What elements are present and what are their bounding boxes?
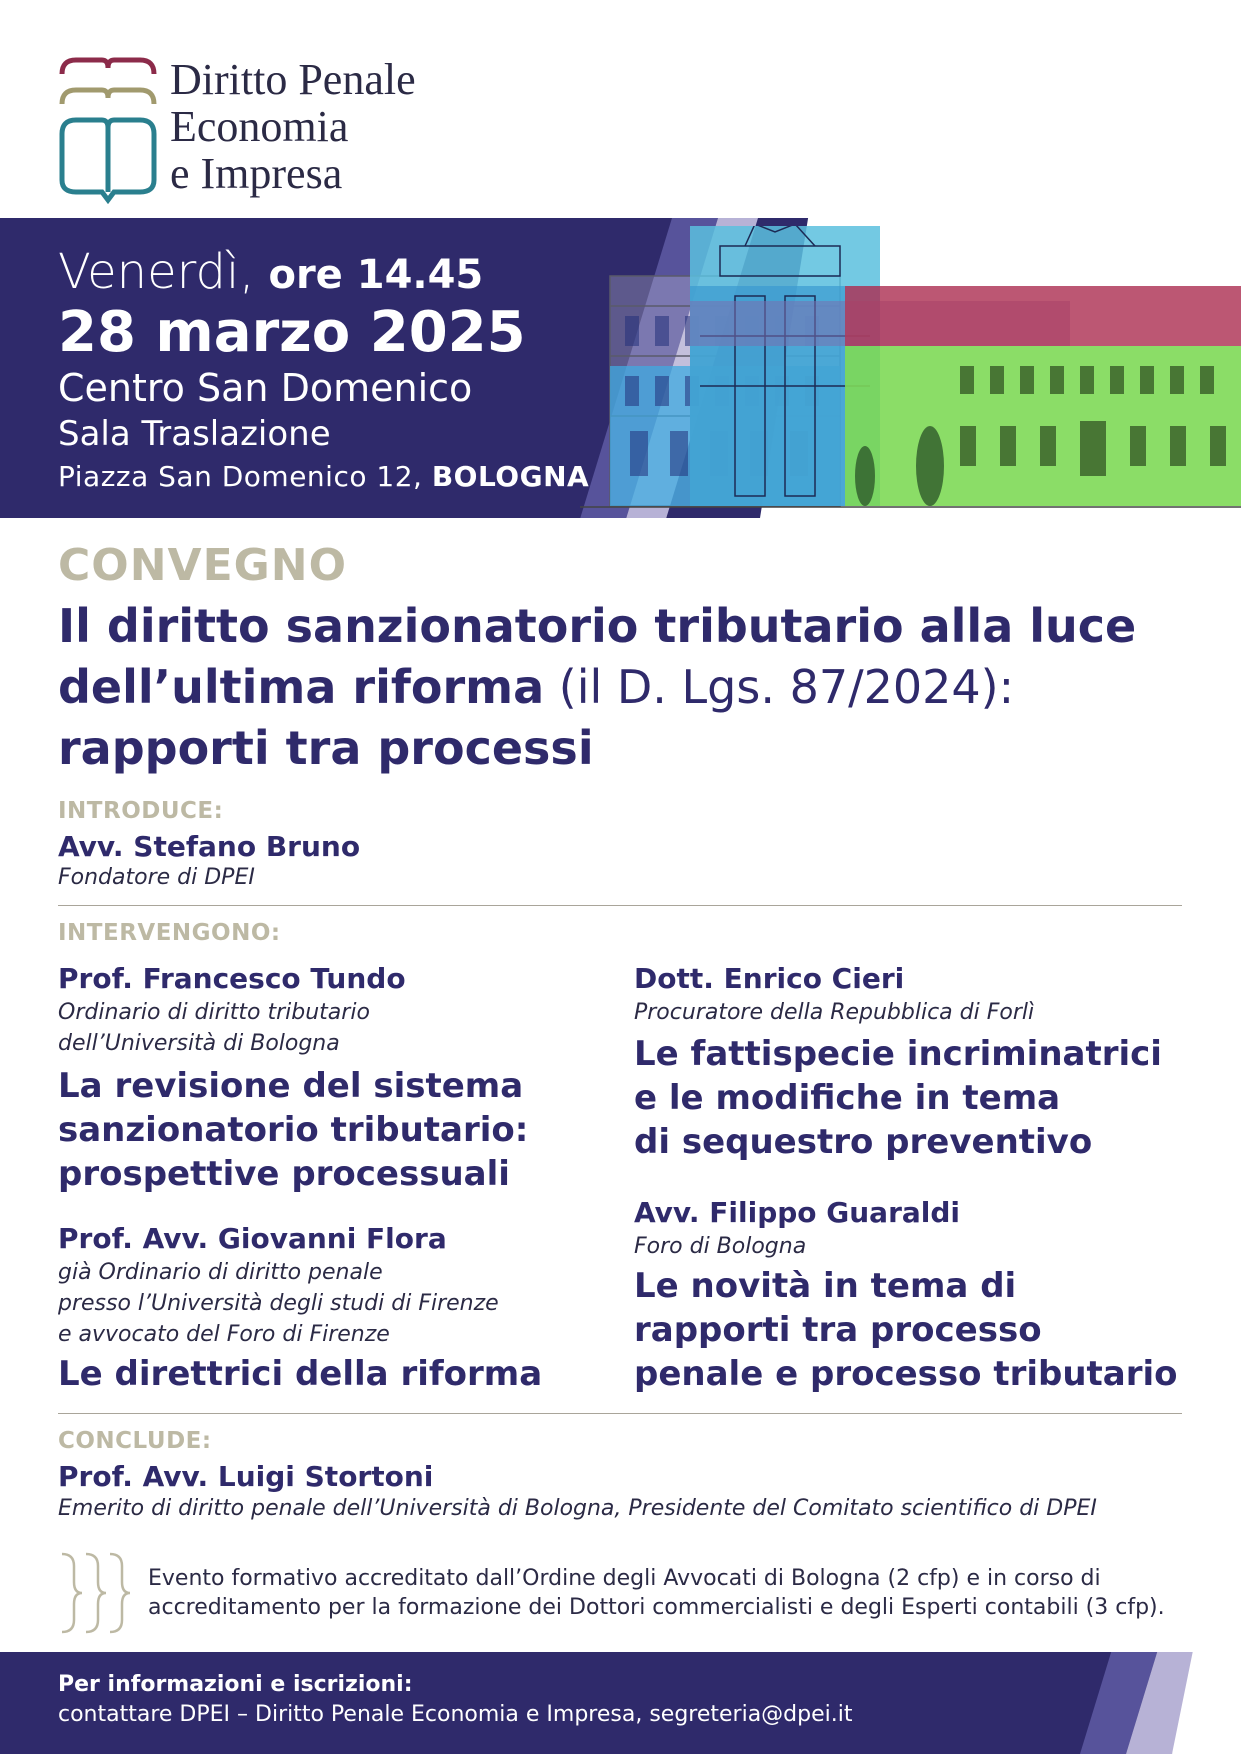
logo-line-1: Diritto Penale bbox=[170, 55, 416, 104]
conclude-name: Prof. Avv. Luigi Stortoni bbox=[58, 1460, 434, 1493]
event-venue: Centro San Domenico bbox=[58, 366, 473, 410]
speaker-3-talk-line: Le fattispecie incriminatrici bbox=[634, 1034, 1162, 1074]
event-day-time bbox=[58, 244, 483, 300]
speaker-3-name: Dott. Enrico Cieri bbox=[634, 962, 905, 995]
speaker-2-talk bbox=[58, 1352, 542, 1396]
accreditation-note: Evento formativo accreditato dall’Ordine degli Avvocati di Bologna (2 cfp) e in corso di accreditamento per la formazione dei Dottori commercialisti e degli Esperti contabili (3 cfp). bbox=[148, 1566, 1165, 1620]
divider-2 bbox=[58, 1413, 1182, 1414]
speaker-3-talk bbox=[634, 1032, 1162, 1164]
speaker-1-role-line: Ordinario di diritto tributario bbox=[58, 1000, 370, 1025]
speaker-2-name: Prof. Avv. Giovanni Flora bbox=[58, 1222, 447, 1255]
intervengono-label: INTERVENGONO: bbox=[58, 920, 281, 946]
logo-wordmark bbox=[170, 56, 416, 197]
speaker-2-talk-line: Le direttrici della riforma bbox=[58, 1354, 543, 1394]
speaker-3-talk-line: e le modifiche in tema bbox=[634, 1078, 1061, 1118]
introduce-label: INTRODUCE: bbox=[58, 798, 224, 824]
logo-line-2: Economia bbox=[170, 102, 349, 151]
event-room: Sala Traslazione bbox=[58, 414, 331, 454]
speaker-3-talk-line: di sequestro preventivo bbox=[634, 1122, 1093, 1162]
footer-heading: Per informazioni e iscrizioni: bbox=[58, 1672, 413, 1697]
event-day: Venerdì, bbox=[58, 244, 255, 300]
triple-brace-icon bbox=[58, 1552, 138, 1634]
speaker-4-talk bbox=[634, 1264, 1178, 1396]
introduce-role: Fondatore di DPEI bbox=[58, 865, 255, 890]
event-type: CONVEGNO bbox=[58, 540, 347, 591]
speaker-1-talk bbox=[58, 1064, 528, 1196]
speaker-2-role-line: già Ordinario di diritto penale bbox=[58, 1260, 383, 1285]
speaker-1-name: Prof. Francesco Tundo bbox=[58, 962, 406, 995]
speaker-4-role-line: Foro di Bologna bbox=[634, 1234, 807, 1259]
event-address bbox=[58, 460, 589, 493]
event-time: ore 14.45 bbox=[254, 252, 484, 298]
event-city: BOLOGNA bbox=[431, 460, 590, 493]
event-title-law: (il D. Lgs. 87/2024): bbox=[544, 660, 1015, 714]
speaker-1-talk-line: La revisione del sistema bbox=[58, 1066, 524, 1106]
divider-1 bbox=[58, 905, 1182, 906]
event-title bbox=[58, 596, 1218, 779]
dpei-logo-icon bbox=[58, 54, 158, 204]
speaker-3-role-line: Procuratore della Repubblica di Forlì bbox=[634, 1000, 1035, 1025]
event-title-main: Il diritto sanzionatorio tributario alla luce dell’ultima riforma bbox=[58, 599, 1137, 714]
speaker-3-role bbox=[634, 997, 1034, 1028]
event-date: 28 marzo 2025 bbox=[58, 300, 526, 365]
event-title-sub: rapporti tra processi bbox=[58, 721, 594, 775]
speaker-4-talk-line: penale e processo tributario bbox=[634, 1354, 1178, 1394]
speaker-4-talk-line: rapporti tra processo bbox=[634, 1310, 1042, 1350]
logo-line-3: e Impresa bbox=[170, 149, 343, 198]
speaker-4-talk-line: Le novità in tema di bbox=[634, 1266, 1017, 1306]
buildings-illustration bbox=[520, 226, 1241, 518]
speaker-2-role-line: e avvocato del Foro di Firenze bbox=[58, 1322, 390, 1347]
speaker-1-talk-line: prospettive processuali bbox=[58, 1154, 510, 1194]
introduce-name: Avv. Stefano Bruno bbox=[58, 830, 361, 863]
footer-contact: contattare DPEI – Diritto Penale Economia e Impresa, segreteria@dpei.it bbox=[58, 1702, 853, 1727]
speaker-4-name: Avv. Filippo Guaraldi bbox=[634, 1196, 961, 1229]
speaker-1-role bbox=[58, 997, 370, 1059]
speaker-2-role bbox=[58, 1257, 499, 1350]
speaker-2-role-line: presso l’Università degli studi di Firenze bbox=[58, 1291, 499, 1316]
speaker-1-talk-line: sanzionatorio tributario: bbox=[58, 1110, 529, 1150]
conclude-label: CONCLUDE: bbox=[58, 1428, 212, 1454]
speaker-1-role-line: dell’Università di Bologna bbox=[58, 1031, 340, 1056]
speaker-4-role bbox=[634, 1231, 806, 1262]
conclude-role: Emerito di diritto penale dell’Università di Bologna, Presidente del Comitato scientifico di DPEI bbox=[58, 1496, 1097, 1521]
event-street: Piazza San Domenico 12, bbox=[58, 460, 432, 493]
